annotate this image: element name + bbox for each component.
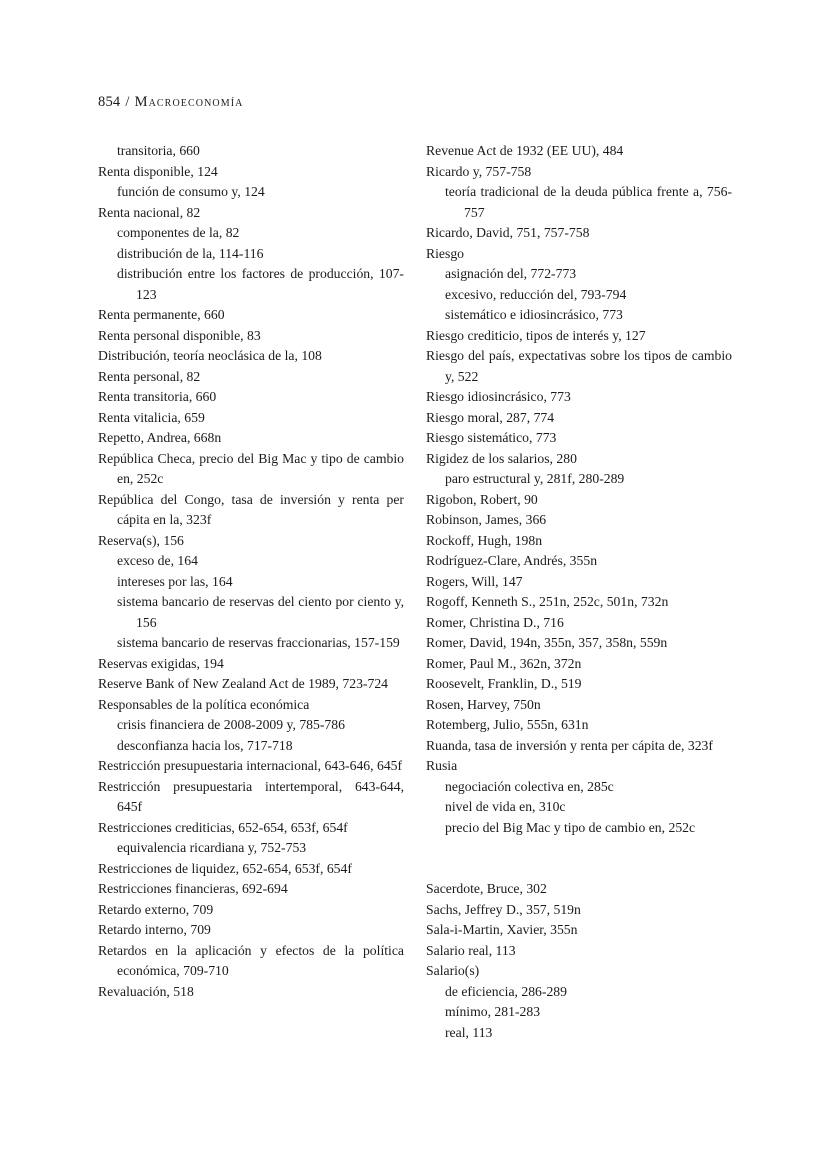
index-entry: Renta nacional, 82 — [98, 204, 201, 220]
index-entry: Romer, Christina D., 716 — [426, 614, 564, 630]
index-entry: real, 113 — [445, 1024, 493, 1040]
index-entry: Renta personal disponible, 83 — [98, 327, 261, 343]
index-entry: excesivo, reducción del, 793-794 — [445, 286, 627, 302]
index-entry: Restricción presupuestaria internacional, 643-646, 645f — [98, 758, 403, 773]
index-entry: Ricardo, David, 751, 757-758 — [426, 225, 590, 240]
index-entry: Responsables de la política económica — [98, 696, 310, 712]
index-entry: intereses por las, 164 — [117, 573, 233, 589]
index-entry: Restricciones de liquidez, 652-654, 653f, 654f — [98, 860, 352, 876]
index-entry: Sacerdote, Bruce, 302 — [426, 881, 547, 896]
index-entry: Rogers, Will, 147 — [426, 573, 523, 589]
index-entry: Retardo interno, 709 — [98, 922, 211, 937]
index-entry: sistema bancario de reservas fraccionarias, 157-159 — [117, 635, 400, 650]
index-entry: Reserva(s), 156 — [98, 532, 184, 548]
index-column-right — [426, 141, 732, 1043]
index-entry: Restricción presupuestaria intertemporal, 643-644, 645f — [98, 778, 404, 814]
index-entry: Salario real, 113 — [426, 942, 516, 958]
index-entry: Rosen, Harvey, 750n — [426, 696, 541, 712]
index-entry: Retardo externo, 709 — [98, 901, 214, 917]
index-entry: Romer, David, 194n, 355n, 357, 358n, 559n — [426, 635, 668, 650]
index-entry: nivel de vida en, 310c — [445, 799, 566, 814]
index-entry: Riesgo — [426, 245, 465, 261]
index-entry: paro estructural y, 281f, 280-289 — [445, 471, 625, 486]
index-entry: asignación del, 772-773 — [445, 266, 577, 281]
book-title: Macroeconomía — [134, 94, 244, 110]
index-entry: Ruanda, tasa de inversión y renta per cápita de, 323f — [426, 737, 713, 753]
index-entry: Rodríguez-Clare, Andrés, 355n — [426, 553, 598, 568]
index-entry: Restricciones financieras, 692-694 — [98, 881, 288, 896]
index-entry: Sala-i-Martin, Xavier, 355n — [426, 922, 578, 937]
index-entry: función de consumo y, 124 — [117, 184, 265, 199]
index-entry: Riesgo idiosincrásico, 773 — [426, 389, 571, 404]
page-header — [98, 94, 243, 111]
index-entry: sistemático e idiosincrásico, 773 — [445, 307, 623, 322]
index-entry: Repetto, Andrea, 668n — [98, 430, 222, 445]
index-entry: Reserve Bank of New Zealand Act de 1989, 723-724 — [98, 676, 389, 691]
index-entry: Rotemberg, Julio, 555n, 631n — [426, 717, 589, 732]
index-column-left — [98, 141, 404, 1043]
index-entry: exceso de, 164 — [117, 553, 198, 568]
index-entry: Ricardo y, 757-758 — [426, 163, 532, 179]
index-entry: Renta disponible, 124 — [98, 163, 218, 179]
index-entry: Reservas exigidas, 194 — [98, 655, 224, 671]
index-entry: Roosevelt, Franklin, D., 519 — [426, 676, 582, 691]
index-entry: Romer, Paul M., 362n, 372n — [426, 655, 582, 671]
index-entry: Retardos en la aplicación y efectos de la política económica, 709-710 — [98, 942, 404, 978]
index-entry: Renta transitoria, 660 — [98, 389, 217, 404]
index-entry: Riesgo del país, expectativas sobre los tipos de cambio y, 522 — [426, 348, 732, 384]
index-entry: Renta vitalicia, 659 — [98, 409, 205, 425]
index-entry: Renta permanente, 660 — [98, 307, 225, 322]
index-entry: mínimo, 281-283 — [445, 1004, 541, 1019]
index-entry: componentes de la, 82 — [117, 225, 240, 240]
index-entry: República Checa, precio del Big Mac y tipo de cambio en, 252c — [98, 450, 404, 486]
index-entry: Riesgo crediticio, tipos de interés y, 127 — [426, 327, 646, 343]
index-entry: Riesgo sistemático, 773 — [426, 430, 557, 445]
header-separator: / — [125, 94, 130, 110]
index-entry: transitoria, 660 — [117, 143, 200, 158]
index-entry: Distribución, teoría neoclásica de la, 108 — [98, 348, 322, 363]
index-entry: República del Congo, tasa de inversión y renta per cápita en la, 323f — [98, 491, 404, 527]
index-entry: Rigobon, Robert, 90 — [426, 491, 538, 507]
index-columns — [98, 141, 732, 1043]
index-entry: distribución entre los factores de producción, 107-123 — [117, 266, 404, 302]
index-entry: sistema bancario de reservas del ciento por ciento y, 156 — [117, 594, 404, 630]
index-entry: negociación colectiva en, 285c — [445, 778, 614, 794]
index-entry: Robinson, James, 366 — [426, 512, 547, 527]
index-entry: teoría tradicional de la deuda pública frente a, 756-757 — [445, 184, 732, 220]
index-entry: Restricciones crediticias, 652-654, 653f, 654f — [98, 819, 348, 835]
index-entry: Revaluación, 518 — [98, 983, 194, 999]
index-entry: Sachs, Jeffrey D., 357, 519n — [426, 901, 581, 917]
index-entry: Riesgo moral, 287, 774 — [426, 409, 555, 425]
page-number: 854 — [98, 94, 121, 110]
index-entry: Revenue Act de 1932 (EE UU), 484 — [426, 143, 624, 158]
index-entry: crisis financiera de 2008-2009 y, 785-786 — [117, 717, 345, 732]
index-entry: desconfianza hacia los, 717-718 — [117, 737, 293, 753]
index-entry: Rockoff, Hugh, 198n — [426, 532, 543, 548]
index-entry: equivalencia ricardiana y, 752-753 — [117, 840, 307, 855]
index-entry: Rogoff, Kenneth S., 251n, 252c, 501n, 732n — [426, 594, 669, 609]
index-entry: de eficiencia, 286-289 — [445, 983, 567, 999]
index-entry: distribución de la, 114-116 — [117, 245, 264, 261]
index-entry: Salario(s) — [426, 963, 480, 978]
index-entry: Rigidez de los salarios, 280 — [426, 450, 577, 466]
index-entry: precio del Big Mac y tipo de cambio en, 252c — [445, 819, 696, 835]
index-entry: Renta personal, 82 — [98, 368, 201, 384]
index-entry: Rusia — [426, 758, 458, 773]
